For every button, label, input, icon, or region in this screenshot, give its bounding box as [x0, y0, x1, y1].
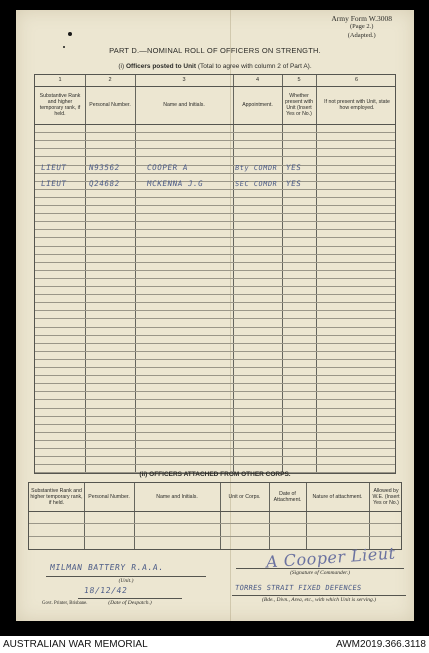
table-rule — [35, 408, 395, 409]
signature-caption: (Signature of Commander.) — [290, 570, 350, 576]
table-rule — [35, 254, 395, 255]
archive-caption-bar — [0, 636, 429, 653]
archive-name: AUSTRALIAN WAR MEMORIAL — [3, 639, 148, 650]
header-appointment: Appointment. — [242, 101, 273, 108]
table-rule — [35, 399, 395, 400]
entry-present: YES — [285, 179, 302, 188]
entry-number: N93562 — [88, 163, 121, 172]
table-rule — [35, 335, 395, 336]
date-caption: (Date of Despatch.) — [108, 600, 152, 606]
date-value: 18/12/42 — [83, 586, 128, 595]
table-rule — [35, 464, 395, 465]
entry-name: COOPER A — [146, 163, 189, 172]
table-rule — [35, 375, 395, 376]
archive-accession: AWM2019.366.3118 — [335, 639, 426, 650]
table-rule — [35, 359, 395, 360]
col-number: 2 — [108, 77, 112, 83]
table-rule — [35, 294, 395, 295]
table-rule — [35, 221, 395, 222]
table-rule — [35, 270, 395, 271]
entry-rank: LIEUT — [40, 163, 68, 172]
table-rule — [35, 383, 395, 384]
formation-caption: (Bde., Divn., Area, etc., with which Unit is serving.) — [262, 597, 376, 603]
table-rule — [35, 246, 395, 247]
table-rule — [35, 448, 395, 449]
entry-appointment: Bty COMDR — [234, 164, 278, 172]
section1-title: (i) Officers posted to Unit (Total to agree with column 2 of Part A). — [118, 63, 312, 70]
table-rule — [35, 424, 395, 425]
header-name: Name and Initials. — [163, 101, 205, 108]
table-rule — [35, 148, 395, 149]
entry-number: Q24682 — [88, 179, 121, 188]
table-rule — [35, 237, 395, 238]
header-name: Name and Initials. — [156, 493, 198, 500]
punch-hole — [68, 32, 72, 36]
table-rule — [35, 432, 395, 433]
table-rule — [35, 213, 395, 214]
form-reference — [331, 14, 392, 40]
header-rank: Substantive Rank and higher temporary rank, if held. — [39, 92, 81, 118]
table-rule — [35, 197, 395, 198]
col-number: 5 — [297, 77, 301, 83]
table-rule — [35, 229, 395, 230]
table-rule — [35, 302, 395, 303]
table-rule — [35, 156, 395, 157]
printer-note: Govt. Printer, Brisbane. — [42, 601, 88, 606]
header-nature: Nature of attachment. — [312, 493, 363, 500]
table-rule — [35, 189, 395, 190]
header-personal-number: Personal Number. — [88, 493, 130, 500]
table-rule — [35, 278, 395, 279]
table-rule — [35, 440, 395, 441]
table-rule — [35, 327, 395, 328]
entry-appointment: SEC COMDR — [234, 180, 278, 188]
table-rule — [35, 286, 395, 287]
col-number: 4 — [255, 77, 260, 83]
table-rule — [35, 132, 395, 133]
header-rank: Substantive Rank and higher temporary rank, if held. — [30, 487, 83, 507]
header-date-attachment: Date of Attachment. — [273, 490, 302, 503]
form-number: Army Form W.3008 — [331, 14, 392, 23]
table-rule — [35, 391, 395, 392]
part-title: PART D.—NOMINAL ROLL OF OFFICERS ON STRENGTH. — [109, 46, 321, 55]
form-page-number: (Page 2.) — [349, 23, 374, 31]
unit-value: MILMAN BATTERY R.A.A. — [49, 563, 165, 572]
col-number: 6 — [354, 77, 359, 83]
table-rule — [35, 310, 395, 311]
table-rule — [35, 140, 395, 141]
table-rule — [35, 416, 395, 417]
commander-signature: A Cooper Lieut — [265, 543, 397, 572]
table-rule — [35, 262, 395, 263]
entry-rank: LIEUT — [40, 179, 68, 188]
header-present: Whether present with Unit (Insert Yes or No.) — [285, 92, 313, 118]
entry-name: MCKENNA J.G — [146, 179, 204, 188]
form-page — [16, 10, 414, 621]
section2-title: (ii) OFFICERS ATTACHED FROM OTHER CORPS. — [139, 471, 291, 478]
table-rule — [35, 173, 395, 174]
col-number: 1 — [58, 77, 62, 83]
formation-value: TORRES STRAIT FIXED DEFENCES — [234, 584, 362, 592]
table-rule — [35, 205, 395, 206]
header-personal-number: Personal Number. — [89, 101, 131, 108]
officers-posted-table — [34, 74, 396, 474]
unit-caption: (Unit.) — [118, 578, 134, 584]
table-rule — [35, 343, 395, 344]
table-rule — [35, 351, 395, 352]
form-adapted: (Adapted.) — [347, 31, 376, 39]
table-rule — [35, 318, 395, 319]
header-unit: Unit or Corps. — [228, 493, 261, 500]
entry-present: YES — [285, 163, 302, 172]
header-allowed: Allowed by W.E. (Insert Yes or No.) — [372, 487, 400, 507]
table-rule — [35, 367, 395, 368]
table-rule — [35, 456, 395, 457]
header-not-present: If not present with Unit, state how employed. — [324, 98, 390, 111]
officers-attached-table — [28, 482, 402, 550]
col-number: 3 — [182, 77, 186, 83]
